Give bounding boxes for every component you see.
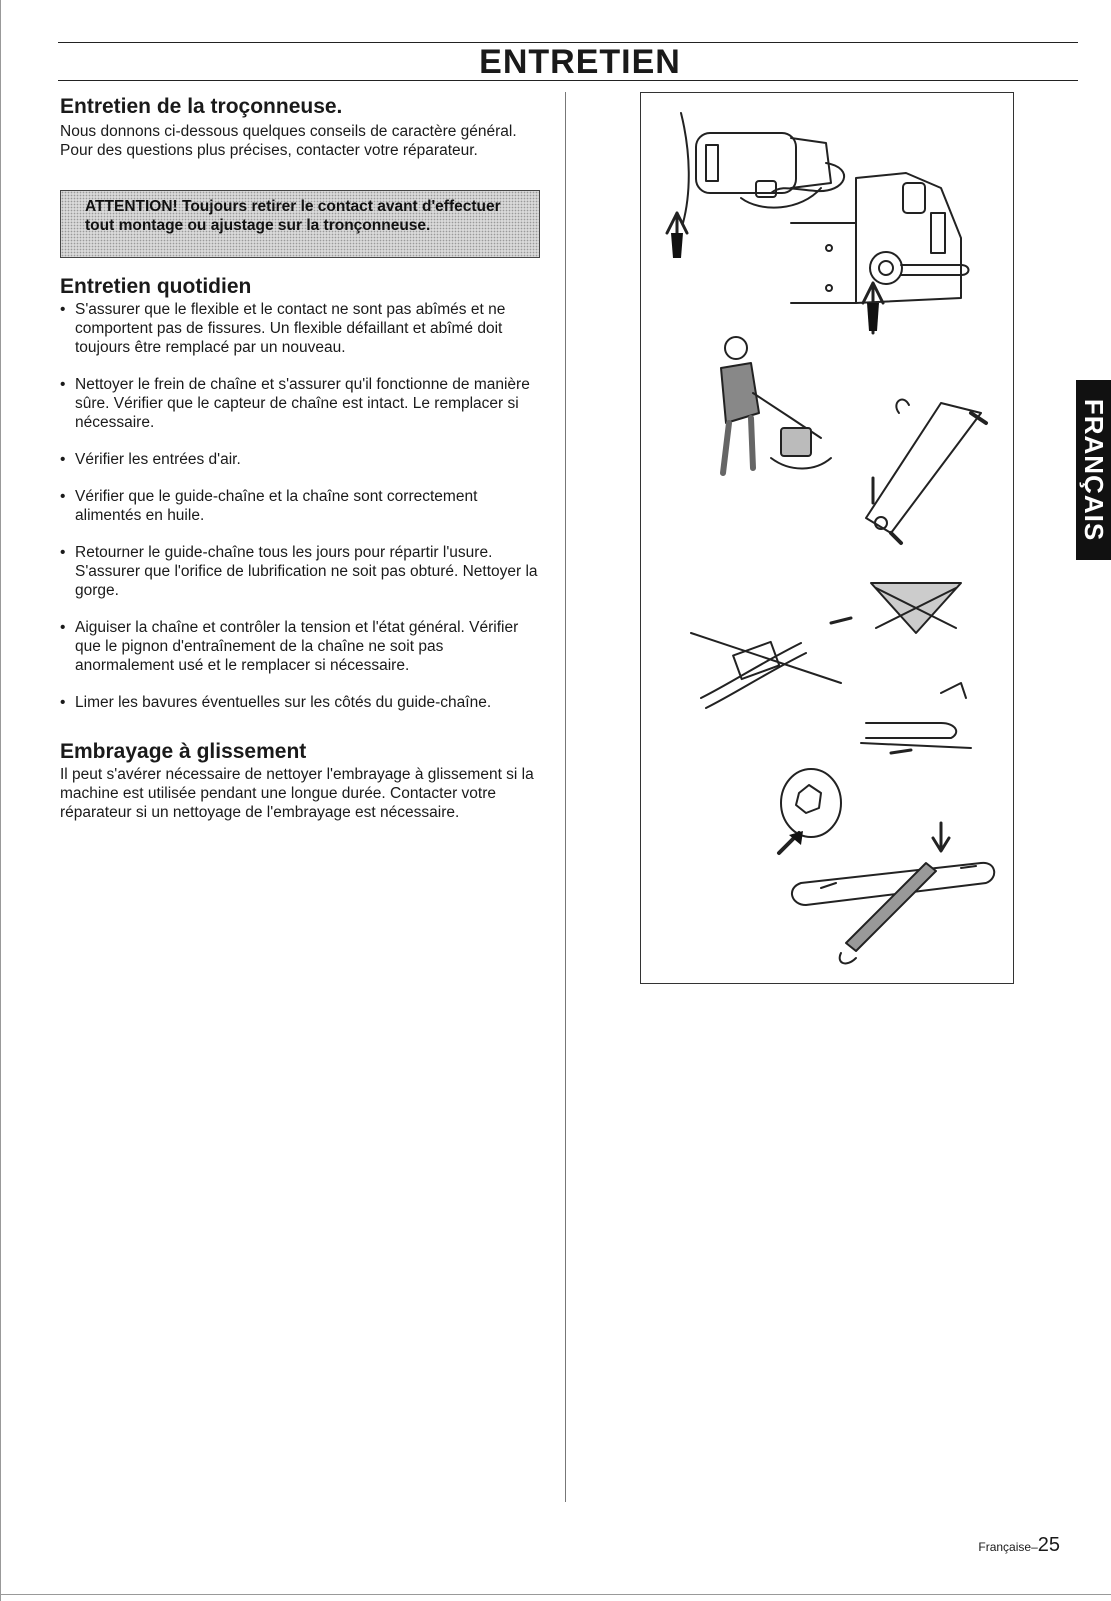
section-title-chainsaw-maintenance: Entretien de la troçonneuse. (60, 95, 343, 118)
section-title-daily-maintenance: Entretien quotidien (60, 275, 252, 298)
operator-cleaning-illustration (721, 337, 831, 473)
bar-burr-filing-illustration (861, 683, 971, 753)
section-title-slip-clutch: Embrayage à glissement (60, 740, 307, 763)
list-item: • S'assurer que le flexible et le contact ne sont pas abîmés et ne comportent pas de fissures. Un flexible défaillant et abîmé doit toujours être remplacé par un nouveau. (60, 300, 545, 357)
guide-bar-with-file-illustration (790, 543, 992, 573)
header-rule-bottom (58, 80, 1078, 81)
language-side-tab-label: FRANÇAIS (1079, 398, 1109, 542)
illustration-panel (640, 92, 1014, 984)
guide-bar-turning-illustration (866, 400, 986, 543)
clutch-drum-illustration (779, 769, 841, 853)
page-footer (960, 1534, 1060, 1557)
page-bottom-line (0, 1594, 1111, 1595)
chainsaw-chain-brake-illustration (791, 173, 969, 333)
section-clutch-text: Il peut s'avérer nécessaire de nettoyer l'embrayage à glissement si la machine est utilisée pendant une longue durée. Contacter votre réparateur si un nettoyage de l'embrayage est nécessaire. (60, 766, 534, 821)
footer-separator: – (1031, 1540, 1038, 1554)
section-intro-text: Nous donnons ci-dessous quelques conseils de caractère général. Pour des questions plus précises, contacter votre réparateur. (60, 123, 517, 159)
list-item: • Nettoyer le frein de chaîne et s'assurer qu'il fonctionne de manière sûre. Vérifier que le capteur de chaîne est intact. Le remplacer si nécessaire. (60, 375, 545, 432)
list-item: • Aiguiser la chaîne et contrôler la tension et l'état général. Vérifier que le pignon d'entraînement de la chaîne ne soit pas anormalement usé et le remplacer si nécessaire. (60, 618, 545, 675)
daily-maintenance-list (60, 300, 545, 730)
warning-text: ATTENTION! Toujours retirer le contact avant d'effectuer tout montage ou ajustage sur la tronçonneuse. (85, 198, 501, 234)
page-title: ENTRETIEN (479, 43, 681, 81)
list-item: • Vérifier que le guide-chaîne et la chaîne sont correctement alimentés en huile. (60, 487, 545, 525)
warning-box (60, 190, 540, 258)
list-item: • Vérifier les entrées d'air. (60, 450, 545, 469)
footer-language: Française (978, 1540, 1032, 1554)
list-item: • Limer les bavures éventuelles sur les côtés du guide-chaîne. (60, 693, 545, 712)
column-divider (565, 92, 566, 1502)
page-number: 25 (1037, 1534, 1060, 1556)
list-item: • Retourner le guide-chaîne tous les jours pour répartir l'usure. S'assurer que l'orifice de lubrification ne soit pas obturé. Nettoyer la gorge. (60, 543, 545, 600)
chain-sharpening-illustration (691, 583, 961, 708)
bar-and-file-illustration (792, 823, 994, 963)
page-edge-line (0, 0, 1, 1601)
chainsaw-power-cord-illustration (667, 113, 844, 258)
language-side-tab (1076, 380, 1111, 560)
